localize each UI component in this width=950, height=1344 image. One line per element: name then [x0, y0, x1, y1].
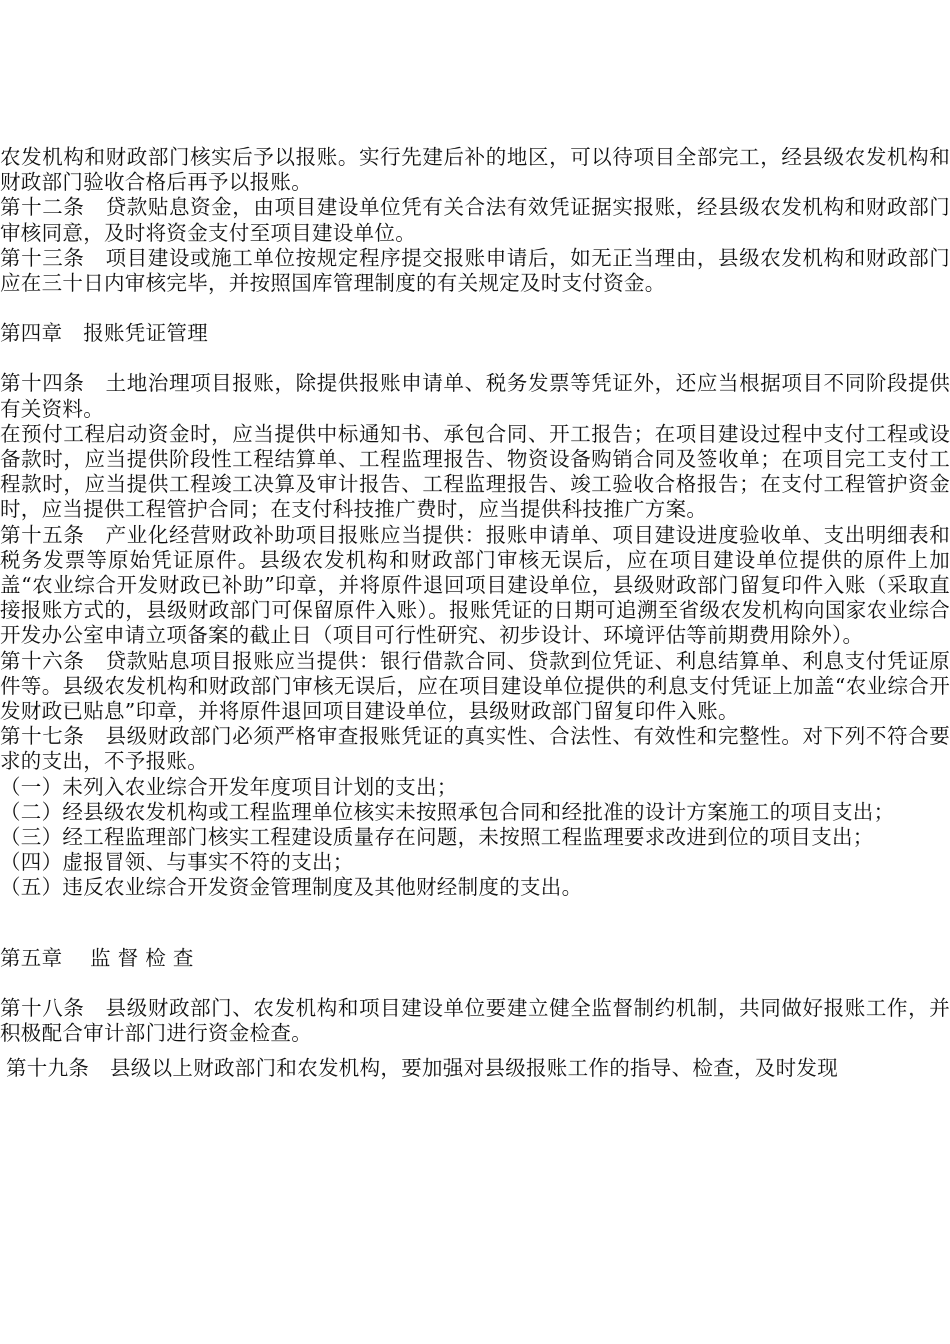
article-13: 第十三条 项目建设或施工单位按规定程序提交报账申请后，如无正当理由，县级农发机构和财政部门应在三十日内审核完毕，并按照国库管理制度的有关规定及时支付资金。	[0, 245, 950, 296]
list-item-3: （三）经工程监理部门核实工程建设质量存在问题，未按照工程监理要求改进到位的项目支出；	[0, 825, 874, 850]
article-19: 第十九条 县级以上财政部门和农发机构，要加强对县级报账工作的指导、检查，及时发现	[6, 1056, 838, 1081]
chapter-4-title: 第四章 报账凭证管理	[0, 321, 208, 346]
article-15: 第十五条 产业化经营财政补助项目报账应当提供：报账申请单、项目建设进度验收单、支出明细表和税务发票等原始凭证原件。县级农发机构和财政部门审核无误后，应在项目建设单位提供的原件上加盖“农业综合开发财政已补助”印章，并将原件退回项目建设单位，县级财政部门留复印件入账（采取直接报账方式的，县级财政部门可保留原件入账）。报账凭证的日期可追溯至省级农发机构向国家农业综合开发办公室申请立项备案的截止日（项目可行性研究、初步设计、环境评估等前期费用除外）。	[0, 522, 950, 648]
list-item-2: （二）经县级农发机构或工程监理单位核实未按照承包合同和经批准的设计方案施工的项目支出；	[0, 799, 895, 824]
paragraph: 农发机构和财政部门核实后予以报账。实行先建后补的地区，可以待项目全部完工，经县级农发机构和财政部门验收合格后再予以报账。	[0, 145, 950, 195]
chapter-5-title: 第五章 监 督 检 查	[0, 945, 194, 970]
list-item-4: （四）虚报冒领、与事实不符的支出；	[0, 850, 354, 875]
list-item-5: （五）违反农业综合开发资金管理制度及其他财经制度的支出。	[0, 875, 583, 900]
article-17: 第十七条 县级财政部门必须严格审查报账凭证的真实性、合法性、有效性和完整性。对下列不符合要求的支出，不予报账。	[0, 724, 950, 774]
list-item-1: （一）未列入农业综合开发年度项目计划的支出；	[0, 774, 458, 799]
article-16: 第十六条 贷款贴息项目报账应当提供：银行借款合同、贷款到位凭证、利息结算单、利息支付凭证原件等。县级农发机构和财政部门审核无误后，应在项目建设单位提供的利息支付凭证上加盖“农业综合开发财政已贴息”印章，并将原件退回项目建设单位，县级财政部门留复印件入账。	[0, 648, 950, 724]
article-14: 第十四条 土地治理项目报账，除提供报账申请单、税务发票等凭证外，还应当根据项目不同阶段提供有关资料。	[0, 371, 950, 421]
article-12: 第十二条 贷款贴息资金，由项目建设单位凭有关合法有效凭证据实报账，经县级农发机构和财政部门审核同意，及时将资金支付至项目建设单位。	[0, 195, 950, 245]
article-14-detail: 在预付工程启动资金时，应当提供中标通知书、承包合同、开工报告；在项目建设过程中支付工程或设备款时，应当提供阶段性工程结算单、工程监理报告、物资设备购销合同及签收单；在项目完工支付工程款时，应当提供工程竣工决算及审计报告、工程监理报告、竣工验收合格报告；在支付工程管护资金时，应当提供工程管护合同；在支付科技推广费时，应当提供科技推广方案。	[0, 421, 950, 522]
document-page	[0, 145, 950, 1082]
article-18: 第十八条 县级财政部门、农发机构和项目建设单位要建立健全监督制约机制，共同做好报账工作，并积极配合审计部门进行资金检查。	[0, 995, 950, 1046]
